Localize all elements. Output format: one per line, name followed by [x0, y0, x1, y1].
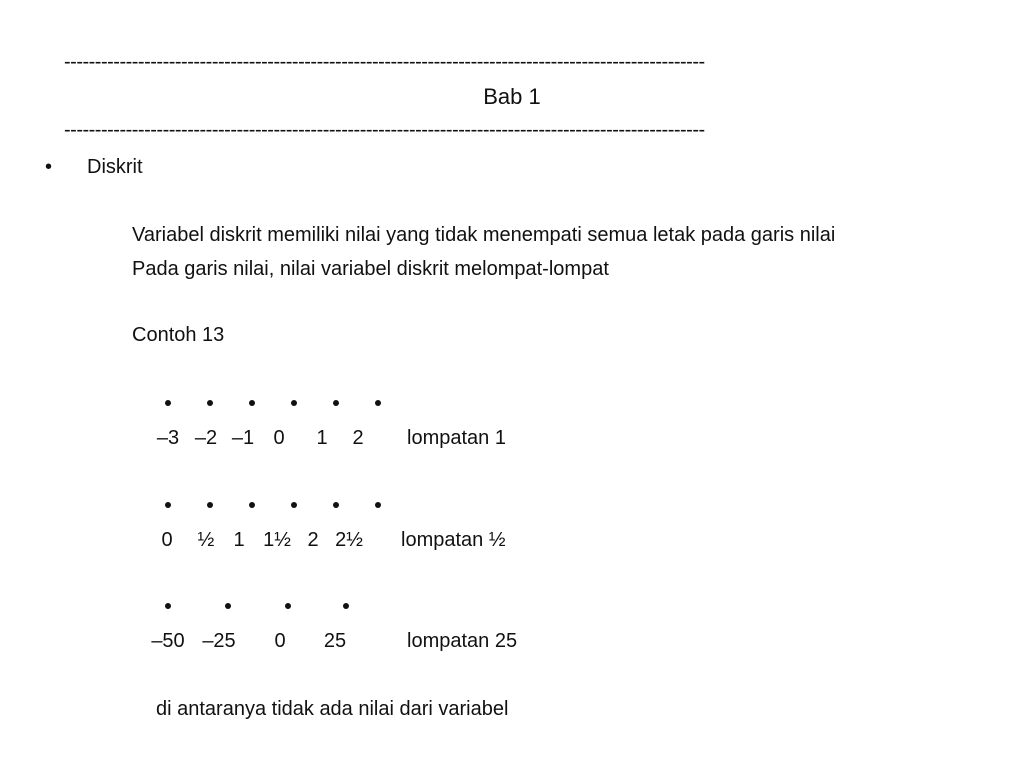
definition-paragraph: Variabel diskrit memiliki nilai yang tidak menempati semua letak pada garis nilai — [132, 224, 836, 246]
point-dot — [285, 603, 291, 609]
point-dot — [375, 400, 381, 406]
point-dot — [165, 603, 171, 609]
point-dot — [333, 502, 339, 508]
point-value: –25 — [202, 630, 236, 652]
point-value: –1 — [231, 427, 255, 449]
point-value: –50 — [151, 630, 185, 652]
example-label: Contoh 13 — [132, 324, 225, 346]
point-value: 0 — [161, 529, 173, 551]
point-value: ½ — [197, 529, 215, 551]
point-value: 1 — [316, 427, 328, 449]
point-dot — [165, 400, 171, 406]
point-value: 1 — [233, 529, 245, 551]
point-value: 2 — [352, 427, 364, 449]
point-dot — [225, 603, 231, 609]
bullet-icon: • — [45, 156, 53, 178]
point-value: –2 — [194, 427, 218, 449]
jump-label: lompatan 1 — [407, 427, 506, 449]
point-dot — [207, 502, 213, 508]
jump-label: lompatan 25 — [407, 630, 518, 652]
jump-label: lompatan ½ — [401, 529, 506, 551]
bullet-heading: Diskrit — [87, 156, 143, 178]
point-dot — [249, 502, 255, 508]
point-dot — [291, 400, 297, 406]
point-value: 2½ — [335, 529, 363, 551]
point-dot — [343, 603, 349, 609]
bullet-item-diskrit — [45, 154, 143, 180]
number-line-paragraph: Pada garis nilai, nilai variabel diskrit melompat-lompat — [132, 258, 609, 280]
point-dot — [375, 502, 381, 508]
point-dot — [249, 400, 255, 406]
point-dot — [291, 502, 297, 508]
top-dashed-rule: -------------------------------------------------------------------------------------------------------- — [64, 51, 705, 73]
point-dot — [207, 400, 213, 406]
point-value: 0 — [273, 427, 285, 449]
point-dot — [165, 502, 171, 508]
bottom-dashed-rule: -------------------------------------------------------------------------------------------------------- — [64, 119, 705, 141]
point-value: 0 — [274, 630, 286, 652]
closing-note: di antaranya tidak ada nilai dari variabel — [156, 698, 509, 720]
point-value: 25 — [323, 630, 347, 652]
point-value: 2 — [307, 529, 319, 551]
point-dot — [333, 400, 339, 406]
slide-title: Bab 1 — [483, 84, 541, 109]
point-value: 1½ — [263, 529, 291, 551]
point-value: –3 — [156, 427, 180, 449]
